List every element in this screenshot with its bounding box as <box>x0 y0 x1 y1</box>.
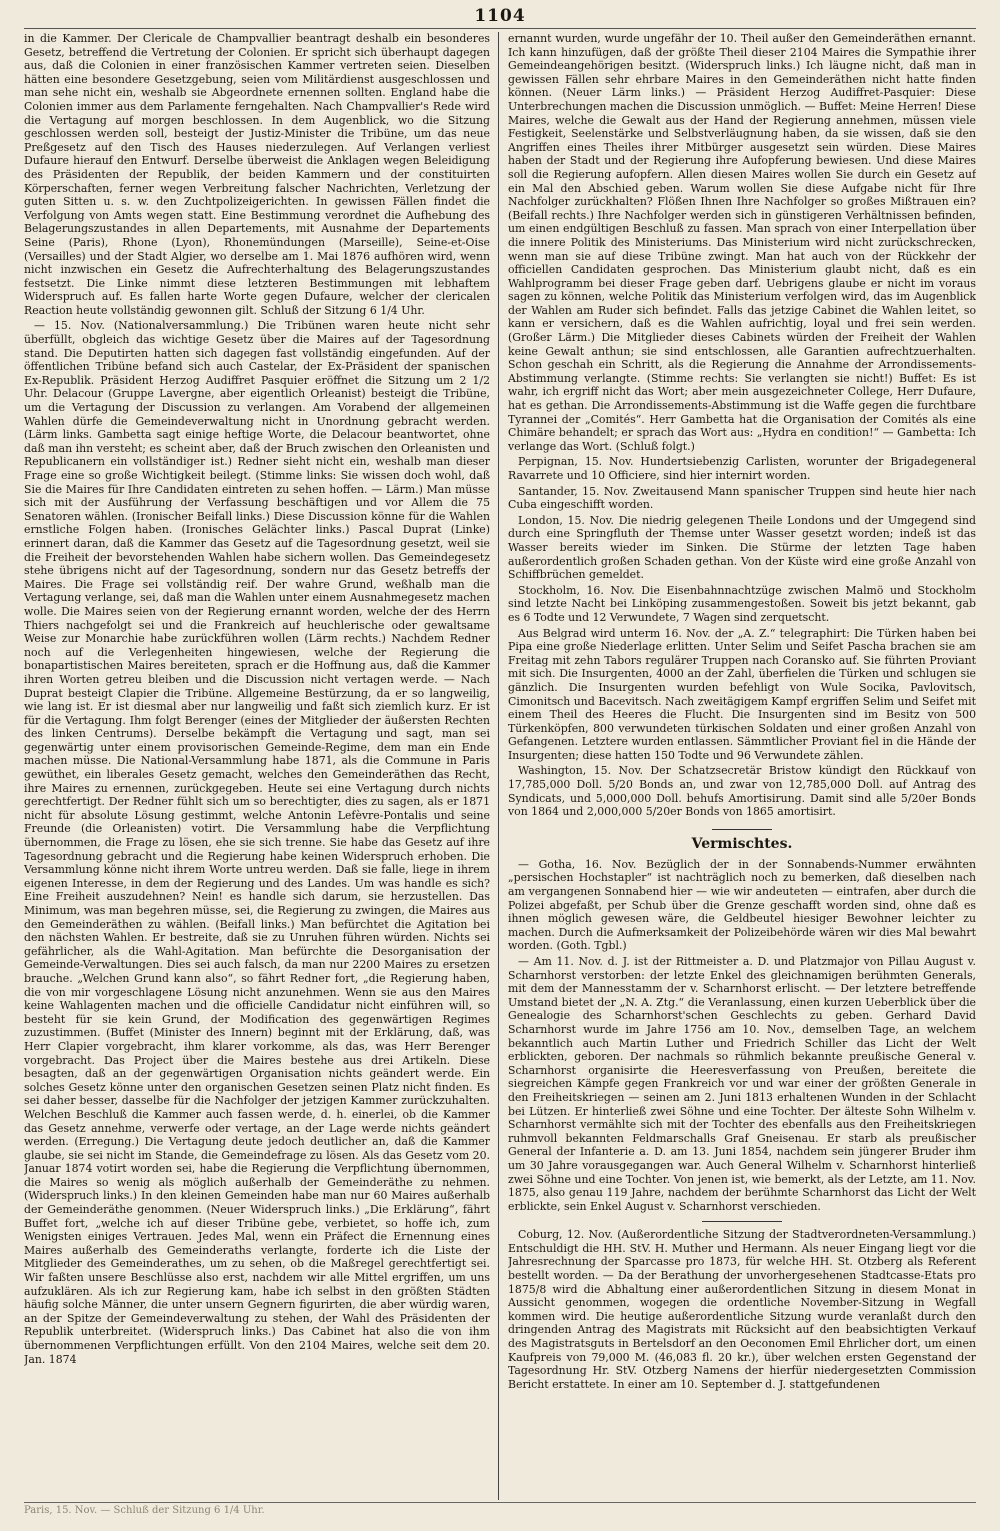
news-item: — Gotha, 16. Nov. Bezüglich der in der Sonnabends-Nummer erwähnten „persischen Hochstapler“ ist nachträglich noch zu bemerken, daß dieselben nach am vergangenen Sonnabend hier — wie wir andeuteten — eintrafen, aber durch die Polizei abgefaßt, per Schub über die Grenze geschafft worden sind, ohne daß es ihnen möglich gewesen wäre, die Geldbeutel hiesiger Bewohner leichter zu machen. Durch die Aufmerksamkeit der Polizeibehörde wären wir dies Mal bewahrt worden. (Goth. Tgbl.) <box>508 857 976 953</box>
news-item: Coburg, 12. Nov. (Außerordentliche Sitzung der Stadtverordneten-Versammlung.) Entschuldigt die HH. StV. H. Muther und Hermann. Als neuer Eingang liegt vor die Jahresrechnung der Sparcasse pro 1873, für welche HH. St. Otzberg als Referent bestellt worden. — Da der Berathung der unvorhergesehenen Stadtcasse-Etats pro 1875/8 wird die Abhaltung einer außerordentlichen Sitzung in diesem Monat in Aussicht genommen, wogegen die ordentliche November-Sitzung in Wegfall kommen wird. Die heutige außerordentliche Sitzung wurde veranlaßt durch den dringenden Antrag des Magistrats mit Rücksicht auf den beabsichtigten Verkauf des Magistratsguts in Bertelsdorf an den Oeconomen Emil Ehrlicher dort, um einen Kaufpreis von 79,000 M. (46,083 fl. 20 kr.), über welchen ersten Gegenstand der Tagesordnung Hr. StV. Otzberg Namens der hierfür niedergesetzten Commission Bericht erstattete. In einer am 10. September d. J. stattgefundenen <box>508 1228 976 1391</box>
page-number: 1104 <box>474 6 526 26</box>
article-paragraph: ernannt wurden, wurde ungefähr der 10. Theil außer den Gemeinderäthen ernannt. Ich kann hinzufügen, daß der größte Theil dieser 2104 Maires die Sympathie ihrer Gemeindeangehörigen besitzt. (Widerspruch links.) Ich läugne nicht, daß man in gewissen Fällen sehr ehrbare Maires in den Gemeinderäthen nicht hatte finden können. (Neuer Lärm links.) — Präsident Herzog Audiffret-Pasquier: Diese Unterbrechungen machen die Discussion unmöglich. — Buffet: Meine Herren! Diese Maires, welche die Gewalt aus der Hand der Regierung annehmen, müssen viele Festigkeit, Seelenstärke und Selbstverläugnung haben, da sie wissen, daß sie den Angriffen eines Theiles ihrer Mitbürger ausgesetzt sein würden. Diese Maires haben der Stadt und der Regierung ihre Aufopferung bewiesen. Und diese Maires soll die Regierung aufopfern. Allen diesen Maires wollen Sie durch ein Gesetz auf ein Mal den Abschied geben. Warum wollen Sie diese Aufgabe nicht für Ihre Nachfolger zurückhalten? Flößen Ihnen Ihre Nachfolger so großes Mißtrauen ein? (Beifall rechts.) Ihre Nachfolger werden sich in günstigeren Verhältnissen befinden, um einen endgültigen Beschluß zu fassen. Man sprach von einer Interpellation über die innere Politik des Ministeriums. Das Ministerium wird nicht zurückschrecken, wenn man sie auf diese Tribüne zwingt. Man hat auch von der Rückkehr der officiellen Candidaten gesprochen. Das Ministerium glaubt nicht, daß es ein Wahlprogramm bei dieser Frage geben darf. Uebrigens glaube er nicht im voraus sagen zu können, welche Politik das Ministerium verfolgen wird, das im Augenblick der Wahlen am Ruder sich befindet. Falls das jetzige Cabinet die Wahlen leitet, so kann er versichern, daß es die Wahlen aufrichtig, loyal und frei sein werden. (Großer Lärm.) Die Mitglieder dieses Cabinets würden der Freiheit der Wahlen keine Gewalt anthun; sie sind entschlossen, alle Garantien aufrechtzuerhalten. Schon geschah ein Schritt, als die Regierung die Annahme der Arrondissements-Abstimmung verlangte. (Stimme rechts: Sie verlangten sie nicht!) Buffet: Es ist wahr, ich ergriff nicht das Wort; aber mein ausgezeichneter College, Herr Dufaure, hat es gethan. Die Arrondissements-Abstimmung ist die Waffe gegen die furchtbare Tyrannei der „Comités“. Herr Gambetta hat die Organisation der Comités als eine Chimäre behandelt; er sprach das Wort aus: „Hydra en condition!“ — Gambetta: Ich verlange das Wort. (Schluß folgt.) <box>508 32 976 453</box>
news-item: London, 15. Nov. Die niedrig gelegenen Theile Londons und der Umgegend sind durch eine Springfluth der Themse unter Wasser gesetzt worden; indeß ist das Wasser bereits wieder im Sinken. Die Stürme der letzten Tage haben außerordentlich großen Schaden gethan. Von der Küste wird eine große Anzahl von Schiffbrüchen gemeldet. <box>508 513 976 582</box>
news-item: Washington, 15. Nov. Der Schatzsecretär Bristow kündigt den Rückkauf von 17,785,000 Doll. 5/20 Bonds an, und zwar von 12,785,000 Doll. auf Antrag des Syndicats, und 5,000,000 Doll. behufs Amortisirung. Damit sind alle 5/20er Bonds von 1864 und 2,000,000 5/20er Bonds von 1865 amortisirt. <box>508 764 976 819</box>
article-paragraph: in die Kammer. Der Clericale de Champvallier beantragt deshalb ein besonderes Gesetz, betreffend die Vertretung der Colonien. Er spricht sich überhaupt dagegen aus, daß die Colonien in einer französischen Kammer vertreten seien. Dieselben hätten eine besondere Gesetzgebung, seien vom Militärdienst ausgeschlossen und man sehe nicht ein, weshalb sie Abgeordnete ernennen sollten. England habe die Colonien immer aus dem Parlamente ferngehalten. Nach Champvallier's Rede wird die Vertagung auf morgen beschlossen. In dem Augenblick, wo die Sitzung geschlossen werden soll, besteigt der Justiz-Minister die Tribüne, um das neue Preßgesetz auf den Tisch des Hauses niederzulegen. Auf Verlangen verliest Dufaure hierauf den Entwurf. Derselbe überweist die Anklagen wegen Beleidigung des Präsidenten der Republik, der beiden Kammern und der constituirten Körperschaften, ferner wegen Verbreitung falscher Nachrichten, Verletzung der guten Sitten u. s. w. den Zuchtpolizeigerichten. In gewissen Fällen findet die Verfolgung von Amts wegen statt. Eine Bestimmung verordnet die Aufhebung des Belagerungszustandes in allen Departements, mit Ausnahme der Departements Seine (Paris), Rhone (Lyon), Rhonemündungen (Marseille), Seine-et-Oise (Versailles) und der Stadt Algier, wo derselbe am 1. Mai 1876 aufhören wird, wenn nicht inzwischen ein Gesetz die Aufrechterhaltung des Belagerungszustandes festsetzt. Die Linke nimmt diese letzteren Bestimmungen mit lebhaftem Widerspruch auf. Es fallen harte Worte gegen Dufaure, welcher der clericalen Reaction heute vollständig gewonnen gilt. Schluß der Sitzung 6 1/4 Uhr. <box>24 32 490 317</box>
right-column <box>508 32 976 1500</box>
section-heading: Vermischtes. <box>508 829 976 852</box>
news-item: Santander, 15. Nov. Zweitausend Mann spanischer Truppen sind heute hier nach Cuba eingeschifft worden. <box>508 484 976 512</box>
news-item: Perpignan, 15. Nov. Hundertsiebenzig Carlisten, worunter der Brigadegeneral Ravarrete und 10 Officiere, sind hier internirt worden. <box>508 455 976 482</box>
footer-bleed-text: Paris, 15. Nov. — Schluß der Sitzung 6 1/4 Uhr. <box>24 1505 265 1516</box>
article-paragraph: — 15. Nov. (Nationalversammlung.) Die Tribünen waren heute nicht sehr überfüllt, obgleich das wichtige Gesetz über die Maires auf der Tagesordnung stand. Die Deputirten hatten sich dagegen fast vollständig eingefunden. Auf der öffentlichen Tribüne befand sich auch Castelar, der Ex-Präsident der spanischen Ex-Republik. Präsident Herzog Audiffret Pasquier eröffnet die Sitzung um 2 1/2 Uhr. Delacour (Gruppe Lavergne, aber eigentlich Orleanist) besteigt die Tribüne, um die Vertagung der Discussion zu verlangen. Am Vorabend der allgemeinen Wahlen dürfe die Gemeindeverwaltung nicht in Unordnung gebracht werden. (Lärm links. Gambetta sagt einige heftige Worte, die Delacour beantwortet, ohne daß man ihn versteht; es scheint aber, daß der Bruch zwischen den Orleanisten und Republicanern ein vollständiger ist.) Redner sieht nicht ein, weshalb man dieser Frage eine so große Wichtigkeit beilegt. (Stimme links: Sie wissen doch wohl, daß Sie die Maires für Ihre Candidaten eintreten zu sehen hoffen. — Lärm.) Man müsse sich mit der Ausführung der Verfassung beschäftigen und vor Allem die 75 Senatoren wählen. (Ironischer Beifall links.) Diese Discussion könne für die Wahlen ernstliche Folgen haben. (Ironisches Gelächter links.) Pascal Duprat (Linke) erinnert daran, daß die Kammer das Gesetz auf die Tagesordnung gesetzt, weil sie die Freiheit der bevorstehenden Wahlen habe sichern wollen. Das Gemeindegesetz stehe übrigens nicht auf der Tagesordnung, sondern nur das Gesetz betreffs der Maires. Die Frage sei vollständig reif. Der wahre Grund, weßhalb man die Vertagung verlange, sei, daß man die Wahlen unter einem Ausnahmegesetz machen wolle. Die Maires seien von der Regierung ernannt worden, welche der des Herrn Thiers nachgefolgt sei und die Frankreich auf heuchlerische oder gewaltsame Weise zur Monarchie habe zurückführen wollen (Lärm rechts.) Nachdem Redner noch auf die Verlegenheiten hingewiesen, welche der Regierung die bonapartistischen Maires bereiteten, sprach er die Hoffnung aus, daß die Kammer ihren Worten getreu bleiben und die Discussion nicht vertagen werde. — Nach Duprat besteigt Clapier die Tribüne. Allgemeine Bestürzung, da er so langweilig, wie lang ist. Er ist diesmal aber nur langweilig und faßt sich ziemlich kurz. Er ist für die Vertagung. Ihm folgt Berenger (eines der Mitglieder der äußersten Rechten des linken Centrums). Derselbe bekämpft die Vertagung und sagt, man sei gegenwärtig unter einem provisorischen Gemeinde-Regime, dem man ein Ende machen müsse. Die National-Versammlung habe 1871, als die Commune in Paris gewüthet, ein liberales Gesetz gemacht, welches den Gemeinderäthen das Recht, ihre Maires zu ernennen, zurückgegeben. Heute sei eine Vertagung durch nichts gerechtfertigt. Der Redner fühlt sich um so berechtigter, dies zu sagen, als er 1871 nicht für absolute Lösung gestimmt, welche Antonin Lefèvre-Pontalis und seine Freunde (die Orleanisten) votirt. Die Versammlung habe die Verpflichtung übernommen, die Frage zu lösen, ehe sie sich trenne. Sie habe das Gesetz auf ihre Tagesordnung gebracht und die Regierung habe keinen Widerspruch erhoben. Die Versammlung könne nicht ihrem Worte untreu werden. Daß sie falle, liege in ihrem eigenen Interesse, in dem der Regierung und des Landes. Um was handle es sich? Eine Freiheit auszudehnen? Nein! es handle sich darum, sie herzustellen. Das Minimum, was man begehren müsse, sei, die Regierung zu zwingen, die Maires aus den Gemeinderäthen zu wählen. (Beifall links.) Man befürchtet die Agitation bei den nächsten Wahlen. Er bestreite, daß sie zu Unruhen führen würden. Nichts sei gefährlicher, als die Wahl-Agitation. Man befürchte die Desorganisation der Gemeinde-Verwaltungen. Dies sei auch falsch, da man nur 2200 Maires zu ersetzen brauche. „Welchen Grund kann also“, so fährt Redner fort, „die Regierung haben, die von mir vorgeschlagene Lösung nicht anzunehmen. Wenn sie aus den Maires keine Wahlagenten machen und die officielle Candidatur nicht einführen will, so besteht für sie kein Grund, der Modification des gegenwärtigen Regimes zuzustimmen. (Buffet (Minister des Innern) beginnt mit der Erklärung, daß, was Herr Clapier vorgebracht, ihm klarer vorkomme, als das, was Herr Berenger vorgebracht. Das Project über die Maires bestehe aus drei Artikeln. Diese besagten, daß an der gegenwärtigen Organisation nichts geändert werde. Ein solches Gesetz könne unter den organischen Gesetzen seinen Platz nicht finden. Es sei daher besser, dasselbe für die Nachfolger der jetzigen Kammer zurückzuhalten. Welchen Beschluß die Kammer auch fassen werde, d. h. einerlei, ob die Kammer das Gesetz annehme, verwerfe oder vertage, an der Lage werde nichts geändert werden. (Erregung.) Die Vertagung deute jedoch deutlicher an, daß die Kammer glaube, sie sei nicht im Stande, die Gemeindefrage zu lösen. Als das Gesetz vom 20. Januar 1874 votirt worden sei, habe die Regierung die Verpflichtung übernommen, die Maires so wenig als möglich außerhalb der Gemeinderäthe zu nehmen. (Widerspruch links.) In den kleinen Gemeinden habe man nur 60 Maires außerhalb der Gemeinderäthe genommen. (Neuer Widerspruch links.) „Die Erklärung“, fährt Buffet fort, „welche ich auf dieser Tribüne gebe, verbietet, so hoffe ich, zum Wenigsten einiges Vertrauen. Jedes Mal, wenn ein Präfect die Ernennung eines Maires außerhalb des Gemeinderaths verlangte, forderte ich die Liste der Mitglieder des Gemeinderathes, um zu sehen, ob die Maßregel gerechtfertigt sei. Wir faßten unsere Beschlüsse also erst, nachdem wir alle Mittel ergriffen, um uns aufzuklären. Als ich zur Regierung kam, habe ich selbst in den größten Städten häufig solche Männer, die unter unsern Gegnern figurirten, die aber würdig waren, an der Spitze der Gemeindeverwaltung zu stehen, der Wahl des Präsidenten der Republik unterbreitet. (Widerspruch links.) Das Cabinet hat also die von ihm übernommenen Verpflichtungen erfüllt. Von den 2104 Maires, welche seit dem 20. Jan. 1874 <box>24 319 490 1366</box>
news-item: — Am 11. Nov. d. J. ist der Rittmeister a. D. und Platzmajor von Pillau August v. Scharnhorst verstorben: der letzte Enkel des gleichnamigen berühmten Generals, mit dem der Mannesstamm der v. Scharnhorst erlischt. — Der letztere betreffende Umstand bietet der „N. A. Ztg.“ die Veranlassung, einen kurzen Ueberblick über die Genealogie des Scharnhorst'schen Geschlechts zu geben. Gerhard David Scharnhorst wurde im Jahre 1756 am 10. Nov., demselben Tage, an welchem bekanntlich auch Martin Luther und Friedrich Schiller das Licht der Welt erblickten, geboren. Der nachmals so rühmlich bekannte preußische General v. Scharnhorst organisirte die Heeresverfassung von Preußen, bereitete die siegreichen Kämpfe gegen Frankreich vor und war einer der größten Generale in den Freiheitskriegen — seinen am 2. Juni 1813 erhaltenen Wunden in der Schlacht bei Lützen. Er hinterließ zwei Söhne und eine Tochter. Der älteste Sohn Wilhelm v. Scharnhorst vermählte sich mit der Tochter des ebenfalls aus den Freiheitskriegen ruhmvoll bekannten Feldmarschalls Graf Gneisenau. Er starb als preußischer General der Infanterie a. D. am 13. Juni 1854, nachdem sein jüngerer Bruder ihm um 30 Jahre vorausgegangen war. Auch General Wilhelm v. Scharnhorst hinterließ zwei Söhne und eine Tochter. Von jenen ist, wie bemerkt, als der Letzte, am 11. Nov. 1875, also genau 119 Jahre, nachdem der berühmte Scharnhorst das Licht der Welt erblickte, sein Enkel August v. Scharnhorst verschieden. <box>508 955 976 1213</box>
news-item: Aus Belgrad wird unterm 16. Nov. der „A. Z.“ telegraphirt: Die Türken haben bei Pipa eine große Niederlage erlitten. Unter Selim und Seifet Pascha brachen sie am Freitag mit zehn Tabors regulärer Truppen nach Coransko auf. Sie führten Proviant mit sich. Die Insurgenten, 4000 an der Zahl, überfielen die Türken und schlugen sie gänzlich. Die Insurgenten wurden befehligt von Wule Socika, Pavlovitsch, Cimonitsch und Bacevitsch. Nach zweitägigem Kampf ergriffen Selim und Seifet mit einem Theil des Heeres die Flucht. Die Insurgenten sind im Besitz von 500 Türkenköpfen, 800 verwundeten türkischen Soldaten und einer großen Anzahl von Gefangenen. Letztere wurden entlassen. Sämmtlicher Proviant fiel in die Hände der Insurgenten; diese hatten 150 Todte und 96 Verwundete zählen. <box>508 626 976 762</box>
header-rule <box>24 28 976 29</box>
left-column <box>24 32 490 1500</box>
news-item: Stockholm, 16. Nov. Die Eisenbahnnachtzüge zwischen Malmö und Stockholm sind letzte Nacht bei Linköping zusammengestoßen. Soweit bis jetzt bekannt, gab es 6 Todte und 12 Verwundete, 7 Wagen sind zerquetscht. <box>508 583 976 624</box>
footer-rule <box>24 1502 976 1503</box>
section-rule <box>702 1221 782 1222</box>
newspaper-columns <box>24 32 976 1500</box>
column-divider <box>498 32 499 1500</box>
